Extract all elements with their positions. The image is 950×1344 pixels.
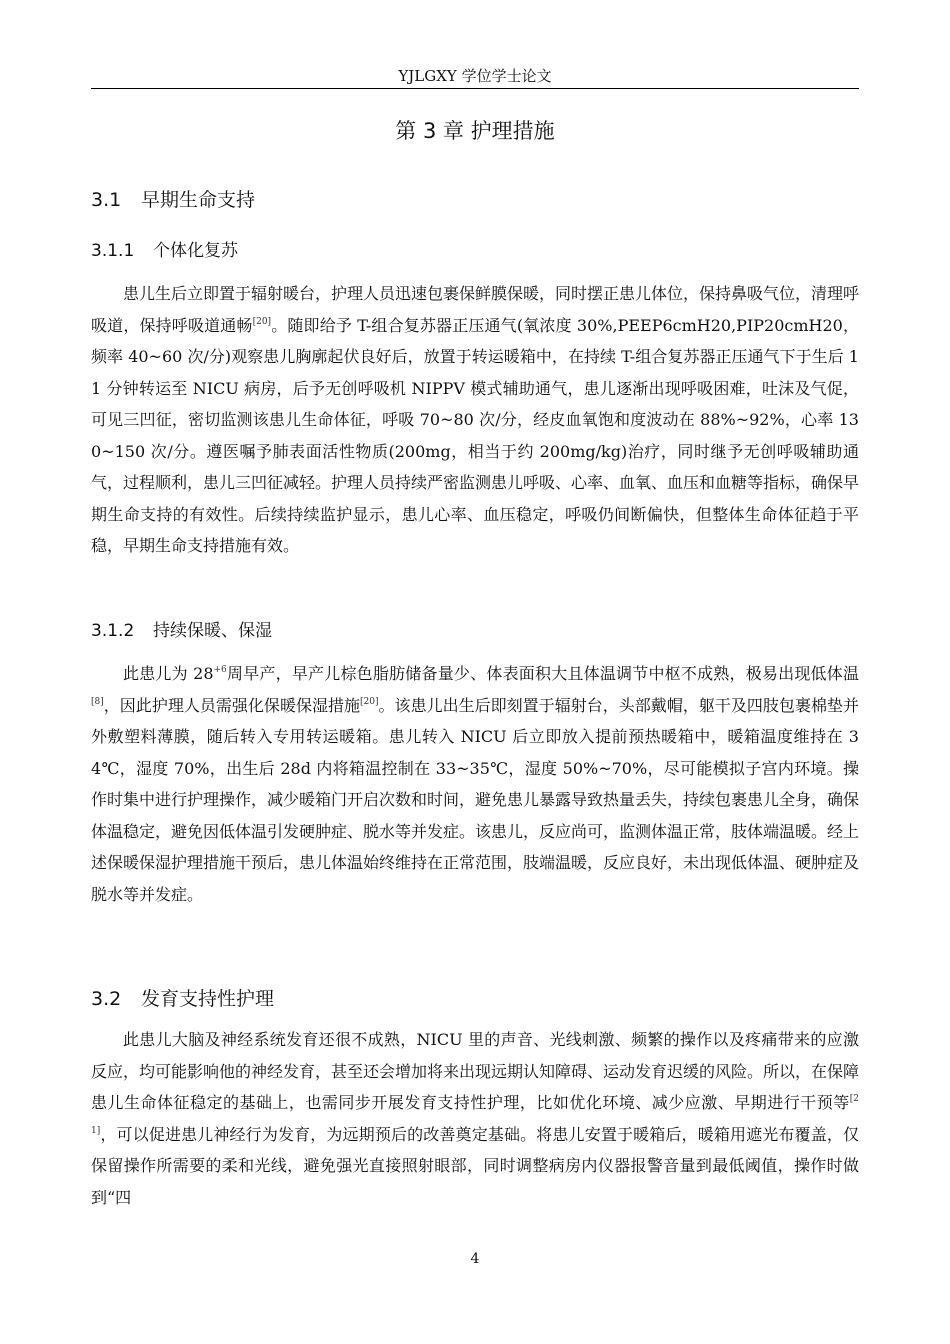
section-heading-3-2 [91, 986, 274, 1012]
section-title: 发育支持性护理 [141, 988, 275, 1010]
subsection-heading-3-1-2 [91, 619, 272, 643]
paragraph-resuscitation [91, 278, 859, 562]
paragraph-text: 此患儿为 28 [123, 664, 214, 683]
running-header: YJLGXY 学位学士论文 [398, 67, 552, 85]
subsection-title: 个体化复苏 [153, 241, 238, 261]
citation: [20] [360, 696, 379, 707]
header-rule [91, 88, 859, 89]
subsection-title: 持续保暖、保湿 [153, 621, 272, 641]
paragraph-text: ，因此护理人员需强化保暖保湿措施 [103, 695, 361, 715]
section-heading-3-1 [91, 187, 255, 213]
section-number: 3.1 [91, 189, 122, 211]
paragraph-text: ，可以促进患儿神经行为发育，为远期预后的改善奠定基础。将患儿安置于暖箱后，暖箱用遮光布覆盖，仅保留操作所需要的柔和光线，避免强光直接照射眼部，同时调整病房内仪器报警音量到最低阈值，操作时做到“四 [91, 1124, 859, 1207]
citation: [8] [91, 696, 104, 707]
paragraph-text: 周早产，早产儿棕色脂肪储备量少、体表面积大且体温调节中枢不成熟，极易出现低体温 [226, 664, 859, 683]
citation: [20] [252, 316, 272, 327]
page-number: 4 [470, 1251, 480, 1267]
section-title: 早期生命支持 [141, 189, 256, 211]
subsection-number: 3.1.1 [91, 241, 135, 261]
citation: [21] [91, 1094, 859, 1136]
superscript: +6 [213, 665, 227, 675]
paragraph-text: 此患儿大脑及神经系统发育还很不成熟，NICU 里的声音、光线刺激、频繁的操作以及疼痛带来的应激反应，均可能影响他的神经发育，甚至还会增加将来出现远期认知障碍、运动发育迟缓的风险。所以，在保障患儿生命体征稳定的基础上，也需同步开展发育支持性护理，比如优化环境、减少应激、早期进行干预等 [91, 1030, 860, 1112]
paragraph-developmental-care [91, 1024, 859, 1213]
paragraph-text: 患儿生后立即置于辐射暖台，护理人员迅速包裹保鲜膜保暖，同时摆正患儿体位，保持鼻吸气位，清理呼吸道，保持呼吸道通畅 [91, 284, 860, 335]
subsection-heading-3-1-1 [91, 239, 238, 263]
paragraph-warming [91, 658, 859, 910]
section-number: 3.2 [91, 988, 122, 1010]
paragraph-text: 。随即给予 T-组合复苏器正压通气(氧浓度 30%,PEEP6cmH20,PIP20cmH20，频率 40~60 次/分)观察患儿胸廓起伏良好后，放置于转运暖箱中，在持续 T-组合复苏器正压通气下于生后 11 分钟转运至 NICU 病房，后予无创呼吸机 NIPPV 模式辅助通气，患儿逐渐出现呼吸困难，吐沫及气促，可见三凹征，密切监测该患儿生命体征，呼吸 70~80 次/分，经皮血氧饱和度波动在 88%~92%，心率 130~150 次/分。遵医嘱予肺表面活性物质(200mg，相当于约 200mg/kg)治疗，同时继予无创呼吸辅助通气，过程顺利，患儿三凹征减轻。护理人员持续严密监测患儿呼吸、心率、血氧、血压和血糖等指标，确保早期生命支持的有效性。后续持续监护显示，患儿心率、血压稳定，呼吸仍间断偏快，但整体生命体征趋于平稳，早期生命支持措施有效。 [91, 315, 860, 555]
paragraph-text: 。该患儿出生后即刻置于辐射台，头部戴帽，躯干及四肢包裹棉垫并外敷塑料薄膜，随后转入专用转运暖箱。患儿转入 NICU 后立即放入提前预热暖箱中，暖箱温度维持在 34℃，湿度 70%，出生后 28d 内将箱温控制在 33~35℃，湿度 50%~70%，尽可能模拟子宫内环境。操作时集中进行护理操作，减少暖箱门开启次数和时间，避免患儿暴露导致热量丢失，持续包裹患儿全身，确保体温稳定，避免因低体温引发硬肿症、脱水等并发症。该患儿，反应尚可，监测体温正常，肢体端温暖。经上述保暖保湿护理措施干预后，患儿体温始终维持在正常范围，肢端温暖，反应良好，未出现低体温、硬肿症及脱水等并发症。 [91, 695, 860, 904]
subsection-number: 3.1.2 [91, 621, 135, 641]
chapter-title: 第 3 章 护理措施 [395, 119, 555, 143]
